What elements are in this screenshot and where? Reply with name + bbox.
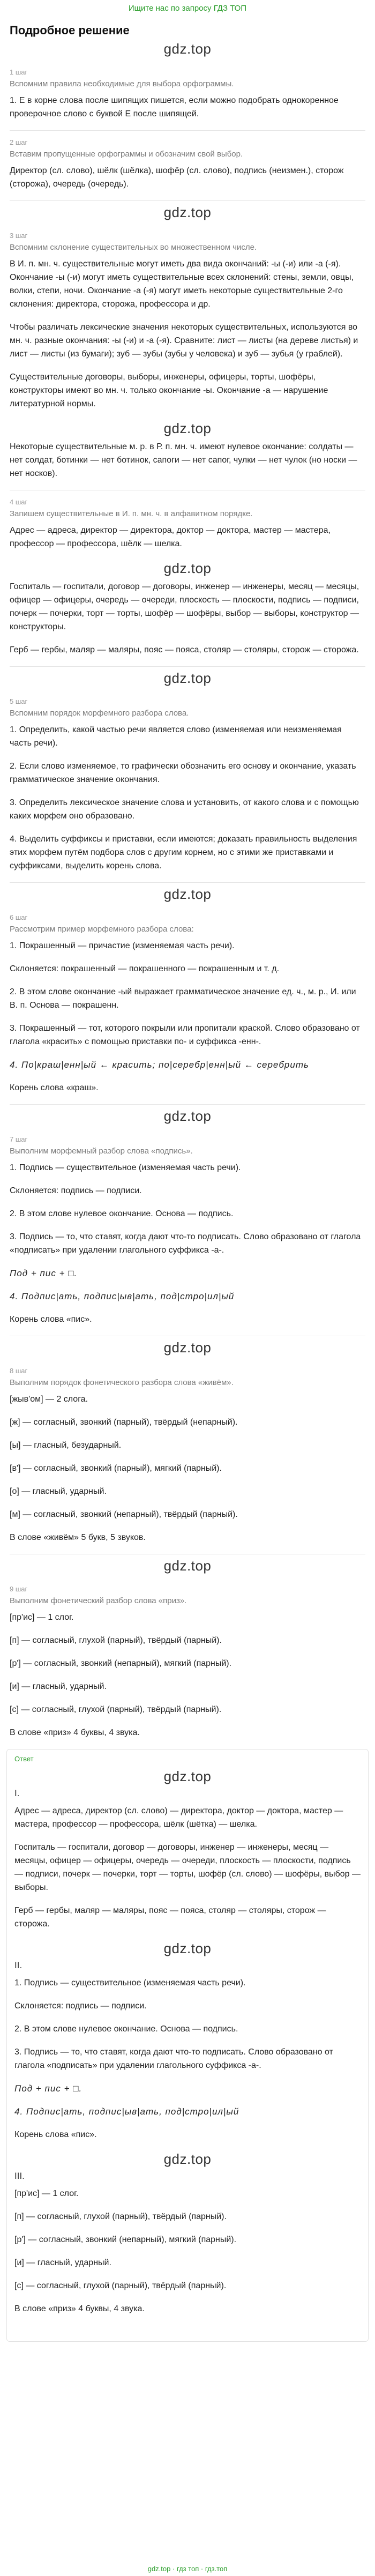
step-desc: Запишем существительные в И. п. мн. ч. в алфавитном порядке. (10, 509, 253, 518)
paragraph: Склоняется: подпись — подписи. (10, 1186, 142, 1195)
step-desc: Вспомним правила необходимые для выбора орфограммы. (10, 79, 234, 88)
paragraph: Директор (сл. слово), шёлк (шёлка), шофёр (сл. слово), подпись (неизмен.), сторож (сторожа), очередь (очередь). (10, 166, 344, 189)
paragraph: 1. Подпись — существительное (изменяемая часть речи). (10, 1163, 241, 1172)
watermark: gdz.top (163, 670, 212, 686)
paragraph: 3. Подпись — то, что ставят, когда дают что-то подписать. Слово образовано от глагола «подписать» при удалении глагольного суффикса -а-. (14, 2048, 333, 2070)
top-banner[interactable] (0, 0, 375, 16)
step-8 (10, 1359, 365, 1544)
divider (10, 882, 365, 883)
watermark: gdz.top (163, 2151, 212, 2167)
paragraph: Чтобы различать лексические значения некоторых существительных, используются во мн. ч. разные окончания: -ы (-и) и -а (-я). Сравните: лист — листы (на дереве листья) и лист — листы (из бумаги); зуб — зубы (зубы у человека) и зуб — зубья (у граблей). (10, 323, 358, 359)
paragraph: Герб — гербы, маляр — маляры, пояс — пояса, столяр — столяры, сторож — сторожа. (14, 1906, 326, 1929)
paragraph: [с] — согласный, глухой (парный), твёрдый (парный). (10, 1705, 222, 1714)
paragraph: 1. Покрашенный — причастие (изменяемая часть речи). (10, 941, 235, 950)
paragraph: Некоторые существительные м. р. в Р. п. мн. ч. имеют нулевое окончание: солдаты — нет солдат, ботинки — нет ботинок, сапоги — нет сапог, чулки — нет чулок (но носки — нет носков). (10, 442, 357, 478)
paragraph: [и] — гласный, ударный. (14, 2258, 111, 2267)
paragraph: В слове «приз» 4 буквы, 4 звука. (14, 2304, 145, 2313)
step-label: 5 шаг (10, 697, 28, 705)
step-1 (10, 61, 365, 121)
paragraph: 2. В этом слове нулевое окончание. Основа — подпись. (14, 2024, 238, 2034)
watermark: gdz.top (163, 560, 212, 576)
morpheme-scheme: Под + пис + □. (14, 2083, 82, 2094)
paragraph: [пр'ис] — 1 слог. (10, 1613, 74, 1622)
paragraph: Корень слова «пис». (10, 1315, 92, 1324)
morpheme-scheme: 4. Подпис|ать, подпис|ыв|ать, под|стро|ил|ый (10, 1291, 235, 1301)
step-desc: Выполним фонетический разбор слова «приз». (10, 1596, 187, 1605)
step-2 (10, 131, 365, 191)
divider (10, 1104, 365, 1105)
paragraph: 1. Определить, какой частью речи является слово (изменяемая или неизменяемая часть речи). (10, 725, 342, 748)
paragraph: Герб — гербы, маляр — маляры, пояс — пояса, столяр — столяры, сторож — сторожа. (10, 645, 359, 654)
paragraph: Склоняется: покрашенный — покрашенного — покрашенным и т. д. (10, 964, 280, 973)
paragraph: [р'] — согласный, звонкий (непарный), мягкий (парный). (10, 1659, 232, 1668)
paragraph: В слове «живём» 5 букв, 5 звуков. (10, 1533, 146, 1542)
paragraph: [ж] — согласный, звонкий (парный), твёрдый (непарный). (10, 1418, 238, 1427)
step-desc: Выполним морфемный разбор слова «подпись». (10, 1146, 193, 1156)
paragraph: [ы] — гласный, безударный. (10, 1441, 122, 1450)
watermark: gdz.top (163, 41, 212, 57)
step-label: 8 шаг (10, 1367, 28, 1375)
paragraph: [р'] — согласный, звонкий (непарный), мягкий (парный). (14, 2235, 237, 2244)
watermark: gdz.top (163, 420, 212, 436)
step-9 (10, 1577, 365, 1739)
divider (10, 200, 365, 201)
paragraph: Адрес — адреса, директор (сл. слово) — директора, доктор — доктора, мастер — мастера, профессор — профессора, шёлк (шётка) — шелка. (14, 1806, 343, 1829)
paragraph: [жыв'ом] — 2 слога. (10, 1395, 88, 1404)
step-label: 1 шаг (10, 68, 28, 76)
step-5 (10, 690, 365, 873)
footer-links[interactable]: gdz.top · гдз топ · гдз.топ (147, 2565, 228, 2573)
top-banner-text[interactable]: Ищите нас по запросу ГДЗ ТОП (128, 3, 247, 13)
paragraph: Склоняется: подпись — подписи. (14, 2001, 147, 2011)
step-6 (10, 906, 365, 1095)
watermark: gdz.top (163, 1339, 212, 1356)
morpheme-scheme: Под + пис + □. (10, 1268, 78, 1278)
divider (10, 666, 365, 667)
morpheme-scheme: 4. Подпис|ать, подпис|ыв|ать, под|стро|ил|ый (14, 2106, 239, 2117)
step-desc: Выполним порядок фонетического разбора слова «живём». (10, 1378, 234, 1387)
paragraph: 3. Определить лексическое значение слова и установить, от какого слова и с помощью каких морфем оно образовано. (10, 798, 359, 821)
paragraph: 2. В этом слове окончание -ый выражает грамматическое значение ед. ч., м. р., И. или В. п. Основа — покрашенн. (10, 987, 356, 1010)
paragraph: [о] — гласный, ударный. (10, 1487, 107, 1496)
paragraph: [и] — гласный, ударный. (10, 1682, 107, 1691)
answer-label: Ответ (14, 1755, 34, 1763)
watermark: gdz.top (163, 1768, 212, 1784)
answer-box (6, 1749, 369, 2342)
watermark: gdz.top (163, 1940, 212, 1956)
watermark: gdz.top (163, 886, 212, 902)
paragraph: В слове «приз» 4 буквы, 4 звука. (10, 1728, 140, 1737)
step-label: 7 шаг (10, 1135, 28, 1143)
step-label: 2 шаг (10, 138, 28, 146)
step-7 (10, 1128, 365, 1326)
answer-section-3-heading: III. (14, 2171, 25, 2181)
watermark: gdz.top (163, 1558, 212, 1574)
paragraph: 3. Подпись — то, что ставят, когда дают что-то подписать. Слово образовано от глагола «подписать» при удалении глагольного суффикса -а-. (10, 1232, 361, 1255)
step-desc: Вспомним порядок морфемного разбора слова. (10, 709, 189, 718)
paragraph: 4. Выделить суффиксы и приставки, если имеются; доказать правильность выделения этих морфем путём подбора слов с другим корнем, но с этими же приставками и суффиксами, выделить корень слова. (10, 835, 357, 870)
paragraph: Госпиталь — госпитали, договор — договоры, инженер — инженеры, месяц — месяцы, офицер — офицеры, очередь — очереди, плоскость — плоскости, подпись — подписи, почерк — почерки, торт — торты, шофёр — шофёры, выбор — выборы, конструктор — конструкторы. (10, 582, 359, 631)
step-desc: Рассмотрим пример морфемного разбора слова: (10, 925, 194, 934)
answer-section-1-heading: I. (14, 1788, 20, 1798)
step-label: 9 шаг (10, 1585, 28, 1593)
paragraph: Корень слова «краш». (10, 1083, 99, 1092)
paragraph: 1. Подпись — существительное (изменяемая часть речи). (14, 1978, 246, 1987)
paragraph: 2. В этом слове нулевое окончание. Основа — подпись. (10, 1209, 234, 1218)
paragraph: Госпиталь — госпитали, договор — договоры, инженер — инженеры, месяц — месяцы, офицер — офицеры, очередь — очереди, плоскость — плоскости, подпись — подписи, почерк — почерки, торт — торты, шофёр (сл. слово) — шофёры, выбор — выборы. (14, 1843, 361, 1892)
paragraph: 3. Покрашенный — тот, которого покрыли или пропитали краской. Слово образовано от глагола «красить» с помощью приставки по- и суффикса -енн-. (10, 1024, 360, 1046)
paragraph: 1. Е в корне слова после шипящих пишется, если можно подобрать однокоренное проверочное слово с буквой Е после шипящей. (10, 96, 339, 118)
morpheme-scheme: 4. По|краш|енн|ый ← красить; по|серебр|енн|ый ← серебрить (10, 1060, 309, 1070)
answer-section-2-heading: II. (14, 1960, 22, 1970)
step-label: 3 шаг (10, 232, 28, 240)
paragraph: [с] — согласный, глухой (парный), твёрдый (парный). (14, 2281, 227, 2290)
paragraph: В И. п. мн. ч. существительные могут иметь два вида окончаний: -ы (-и) или -а (-я). Окончание -ы (-и) могут иметь существительные всех склонений: стены, земли, овцы, волки, степи, ночи. Окончание -а (-я) могут иметь некоторые существительные 2-го склонения: директора, сторожа, профессора и др. (10, 259, 354, 309)
paragraph: [п] — согласный, глухой (парный), твёрдый (парный). (10, 1636, 222, 1645)
paragraph: Адрес — адреса, директор — директора, доктор — доктора, мастер — мастера, профессор — профессора, шёлк — шелка. (10, 526, 331, 548)
paragraph: Корень слова «пис». (14, 2130, 97, 2139)
paragraph: [п] — согласный, глухой (парный), твёрдый (парный). (14, 2212, 227, 2221)
watermark: gdz.top (163, 204, 212, 220)
step-label: 4 шаг (10, 498, 28, 506)
paragraph: 2. Если слово изменяемое, то графически обозначить его основу и окончание, указать грамматическое значение окончания. (10, 762, 356, 784)
page-title: Подробное решение (10, 24, 130, 37)
step-3 (10, 224, 365, 480)
step-4 (10, 490, 365, 657)
step-desc: Вспомним склонение существительных во множественном числе. (10, 243, 257, 252)
paragraph: [в'] — согласный, звонкий (парный), мягкий (парный). (10, 1464, 222, 1473)
watermark: gdz.top (163, 1108, 212, 1124)
paragraph: Существительные договоры, выборы, инженеры, офицеры, торты, шофёры, конструкторы имеют во мн. ч. только окончание -ы. Окончание -а — нарушение литературной нормы. (10, 373, 328, 408)
paragraph: [м] — согласный, звонкий (непарный), твёрдый (парный). (10, 1510, 238, 1519)
step-desc: Вставим пропущенные орфограммы и обозначим свой выбор. (10, 150, 243, 159)
step-label: 6 шаг (10, 913, 28, 921)
paragraph: [пр'ис] — 1 слог. (14, 2189, 79, 2198)
